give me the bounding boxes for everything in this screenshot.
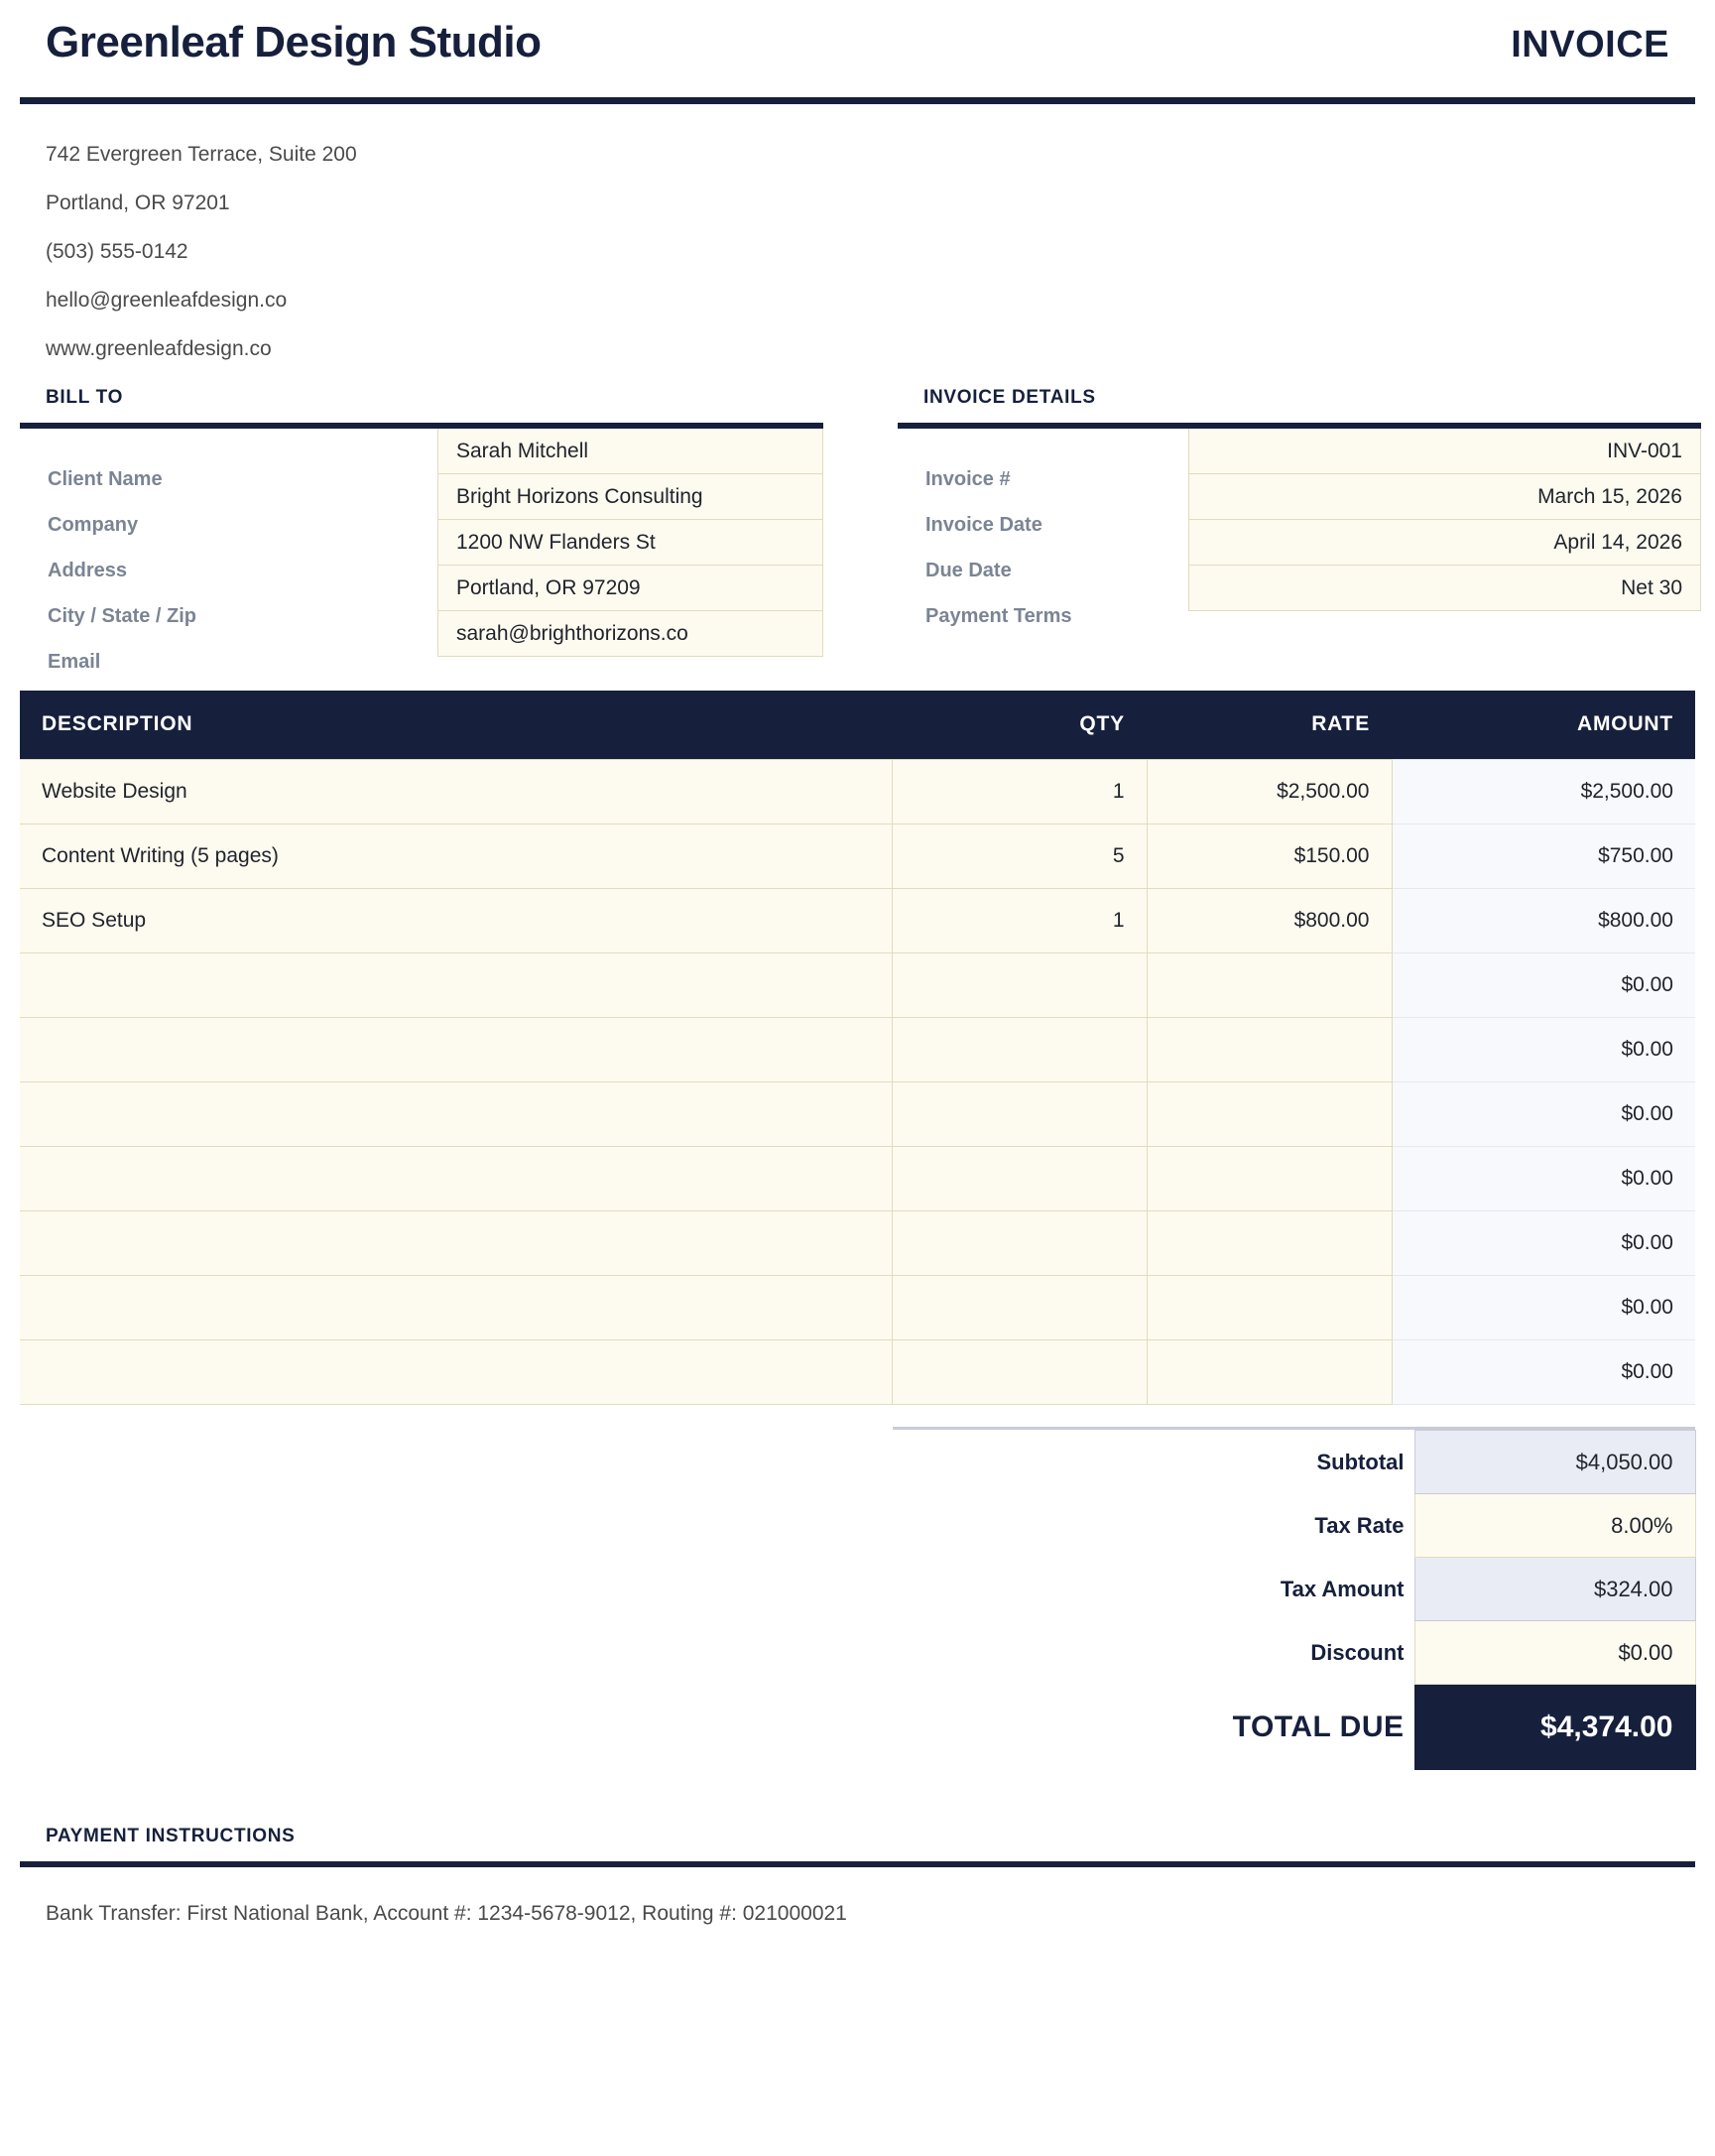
totals-row-tax-rate [893,1494,1695,1558]
field-value-email[interactable]: sarah@brighthorizons.co [437,611,823,657]
cell-rate[interactable]: $800.00 [1147,889,1392,953]
cell-description[interactable]: Website Design [20,760,892,824]
cell-qty[interactable] [892,1082,1147,1147]
field-label-client-name: Client Name [48,467,163,490]
totals-table [893,1430,1696,1770]
cell-qty[interactable]: 1 [892,760,1147,824]
totals-value-total-due: $4,374.00 [1414,1685,1695,1770]
table-row [20,1276,1695,1340]
cell-amount: $0.00 [1392,1018,1695,1082]
company-website: www.greenleafdesign.co [46,336,272,360]
cell-description[interactable]: SEO Setup [20,889,892,953]
cell-rate[interactable]: $150.00 [1147,824,1392,889]
cell-qty[interactable] [892,953,1147,1018]
company-phone: (503) 555-0142 [46,239,188,263]
totals-row-discount [893,1621,1695,1685]
line-items-header-row [20,691,1695,760]
invoice-details-value-column [1188,429,1701,611]
field-value-invoice-number[interactable]: INV-001 [1188,429,1701,474]
totals-section [20,1427,1695,1770]
bill-to-block [20,386,823,673]
table-row [20,1082,1695,1147]
cell-amount: $0.00 [1392,953,1695,1018]
cell-rate[interactable] [1147,1340,1392,1405]
field-value-payment-terms[interactable]: Net 30 [1188,566,1701,611]
cell-rate[interactable] [1147,1082,1392,1147]
cell-qty[interactable]: 5 [892,824,1147,889]
cell-qty[interactable] [892,1340,1147,1405]
cell-qty[interactable] [892,1147,1147,1211]
parties-section [20,387,1695,675]
cell-description[interactable] [20,1211,892,1276]
cell-description[interactable] [20,1082,892,1147]
line-items-body [20,760,1695,1405]
totals-value-subtotal: $4,050.00 [1414,1431,1695,1494]
company-name: Greenleaf Design Studio [46,18,542,66]
cell-rate[interactable] [1147,1211,1392,1276]
table-row [20,1147,1695,1211]
cell-rate[interactable] [1147,1147,1392,1211]
cell-amount: $750.00 [1392,824,1695,889]
field-label-city-state-zip: City / State / Zip [48,604,197,627]
totals-value-discount[interactable]: $0.00 [1414,1621,1695,1685]
cell-description[interactable] [20,1147,892,1211]
line-items-table [20,691,1695,1406]
field-label-invoice-date: Invoice Date [925,513,1042,536]
payment-instructions-text: Bank Transfer: First National Bank, Account #: 1234-5678-9012, Routing #: 021000021 [46,1902,847,1926]
field-value-due-date[interactable]: April 14, 2026 [1188,520,1701,566]
table-row [20,953,1695,1018]
field-value-company[interactable]: Bright Horizons Consulting [437,474,823,520]
cell-amount: $0.00 [1392,1082,1695,1147]
cell-qty[interactable] [892,1276,1147,1340]
cell-amount: $0.00 [1392,1276,1695,1340]
company-contact-block [20,104,1695,359]
company-address-line-2: Portland, OR 97201 [46,190,230,214]
field-label-invoice-number: Invoice # [925,467,1011,490]
cell-description[interactable]: Content Writing (5 pages) [20,824,892,889]
field-label-email: Email [48,650,101,673]
totals-row-subtotal [893,1431,1695,1494]
company-email: hello@greenleafdesign.co [46,288,288,312]
field-label-due-date: Due Date [925,559,1012,581]
column-header-qty: QTY [892,691,1147,760]
payment-instructions-section [20,1826,1695,1924]
totals-value-tax-amount: $324.00 [1414,1558,1695,1621]
column-header-rate: RATE [1147,691,1392,760]
totals-label-tax-rate: Tax Rate [1314,1512,1405,1538]
cell-rate[interactable]: $2,500.00 [1147,760,1392,824]
table-row [20,1211,1695,1276]
totals-label-total-due: TOTAL DUE [1232,1710,1405,1743]
bill-to-value-column [437,429,823,657]
cell-rate[interactable] [1147,953,1392,1018]
field-value-invoice-date[interactable]: March 15, 2026 [1188,474,1701,520]
cell-description[interactable] [20,1340,892,1405]
cell-rate[interactable] [1147,1276,1392,1340]
masthead-divider [20,97,1695,104]
cell-description[interactable] [20,1018,892,1082]
table-row [20,889,1695,953]
totals-row-tax-amount [893,1558,1695,1621]
cell-amount: $0.00 [1392,1340,1695,1405]
cell-amount: $800.00 [1392,889,1695,953]
cell-qty[interactable]: 1 [892,889,1147,953]
field-label-address: Address [48,559,128,581]
cell-description[interactable] [20,1276,892,1340]
field-value-client-name[interactable]: Sarah Mitchell [437,429,823,474]
invoice-details-heading: INVOICE DETAILS [923,386,1096,408]
field-label-company: Company [48,513,139,536]
table-row [20,1340,1695,1405]
field-value-address[interactable]: 1200 NW Flanders St [437,520,823,566]
invoice-details-block [898,387,1701,663]
totals-label-discount: Discount [1310,1639,1405,1665]
payment-instructions-heading: PAYMENT INSTRUCTIONS [46,1826,296,1847]
field-value-city-state-zip[interactable]: Portland, OR 97209 [437,566,823,611]
company-address-line-1: 742 Evergreen Terrace, Suite 200 [46,142,357,166]
field-label-payment-terms: Payment Terms [925,604,1072,627]
cell-rate[interactable] [1147,1018,1392,1082]
cell-qty[interactable] [892,1211,1147,1276]
table-row [20,760,1695,824]
column-header-amount: AMOUNT [1392,691,1695,760]
cell-amount: $2,500.00 [1392,760,1695,824]
cell-description[interactable] [20,953,892,1018]
totals-label-subtotal: Subtotal [1316,1449,1405,1474]
totals-row-total-due [893,1685,1695,1770]
totals-label-tax-amount: Tax Amount [1280,1576,1405,1601]
invoice-masthead [20,0,1695,68]
cell-amount: $0.00 [1392,1147,1695,1211]
table-row [20,824,1695,889]
table-row [20,1018,1695,1082]
cell-amount: $0.00 [1392,1211,1695,1276]
bill-to-heading: BILL TO [46,386,124,408]
cell-qty[interactable] [892,1018,1147,1082]
column-header-description: DESCRIPTION [20,691,892,760]
document-type-title: INVOICE [1511,24,1669,65]
totals-value-tax-rate[interactable]: 8.00% [1414,1494,1695,1558]
